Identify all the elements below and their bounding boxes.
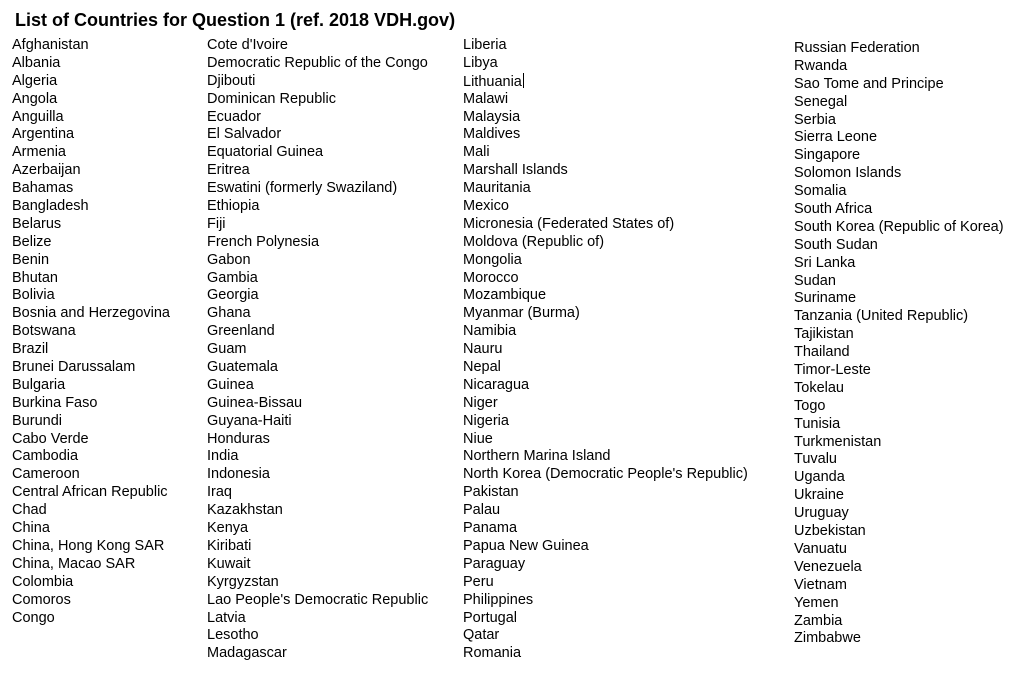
country-item[interactable]: Bolivia: [12, 287, 55, 304]
country-item[interactable]: Vietnam: [794, 576, 847, 593]
country-item[interactable]: Guyana-Haiti: [207, 412, 292, 429]
country-item[interactable]: Argentina: [12, 126, 75, 143]
country-item[interactable]: Uganda: [794, 469, 845, 486]
country-item[interactable]: Eswatini (formerly Swaziland): [207, 180, 398, 197]
country-item[interactable]: Uzbekistan: [794, 523, 866, 540]
country-item[interactable]: Palau: [463, 502, 501, 519]
country-item[interactable]: Togo: [794, 397, 826, 414]
country-item[interactable]: China: [12, 520, 50, 537]
country-item[interactable]: Rwanda: [794, 57, 848, 74]
country-item[interactable]: French Polynesia: [207, 233, 320, 250]
country-item[interactable]: Pakistan: [463, 484, 519, 501]
country-item[interactable]: Russian Federation: [794, 40, 920, 56]
country-item[interactable]: Lesotho: [207, 627, 259, 644]
country-item[interactable]: Gabon: [207, 251, 251, 268]
country-item[interactable]: Philippines: [463, 591, 534, 608]
country-item[interactable]: Somalia: [794, 183, 847, 200]
country-item[interactable]: Suriname: [794, 290, 857, 307]
country-item[interactable]: Serbia: [794, 111, 836, 128]
country-item[interactable]: Albania: [12, 54, 61, 71]
country-item[interactable]: Dominican Republic: [207, 90, 336, 107]
country-item[interactable]: El Salvador: [207, 126, 282, 143]
country-item[interactable]: Central African Republic: [12, 484, 168, 501]
country-item[interactable]: Nicaragua: [463, 376, 530, 393]
country-item[interactable]: Timor-Leste: [794, 362, 871, 379]
country-item[interactable]: Indonesia: [207, 466, 270, 483]
country-item[interactable]: Burkina Faso: [12, 394, 98, 411]
country-item[interactable]: Ghana: [207, 305, 251, 322]
country-item[interactable]: Kyrgyzstan: [207, 573, 279, 590]
country-item[interactable]: Bhutan: [12, 269, 58, 286]
country-item[interactable]: Angola: [12, 90, 58, 107]
country-item[interactable]: Northern Marina Island: [463, 448, 611, 465]
country-item[interactable]: Niger: [463, 394, 498, 411]
country-item[interactable]: Libya: [463, 54, 498, 71]
country-item[interactable]: Afghanistan: [12, 37, 89, 53]
country-item[interactable]: Maldives: [463, 126, 521, 143]
country-item[interactable]: Kazakhstan: [207, 502, 283, 519]
country-item[interactable]: Anguilla: [12, 108, 64, 125]
country-item[interactable]: Mozambique: [463, 287, 547, 304]
country-item[interactable]: Mali: [463, 144, 490, 161]
country-item[interactable]: Malaysia: [463, 108, 521, 125]
country-column-1: [12, 37, 170, 627]
country-item[interactable]: Kenya: [207, 520, 249, 537]
country-item[interactable]: Cambodia: [12, 448, 79, 465]
country-item[interactable]: Ethiopia: [207, 198, 260, 215]
country-item[interactable]: Senegal: [794, 93, 848, 110]
country-item[interactable]: South Sudan: [794, 236, 878, 253]
country-column-4: [794, 40, 1004, 648]
country-item[interactable]: Tuvalu: [794, 451, 837, 468]
country-item[interactable]: Belarus: [12, 215, 62, 232]
country-item[interactable]: Nauru: [463, 341, 503, 358]
country-item[interactable]: Malawi: [463, 90, 509, 107]
country-item[interactable]: Moldova (Republic of): [463, 233, 605, 250]
country-item[interactable]: Cabo Verde: [12, 430, 89, 447]
country-item[interactable]: Sao Tome and Principe: [794, 75, 944, 92]
country-item[interactable]: Bosnia and Herzegovina: [12, 305, 170, 322]
country-item[interactable]: Kiribati: [207, 537, 252, 554]
country-item[interactable]: India: [207, 448, 239, 465]
country-item[interactable]: Guatemala: [207, 359, 278, 376]
text-cursor: [523, 73, 524, 88]
country-item[interactable]: Cote d'Ivoire: [207, 37, 288, 53]
country-item[interactable]: Yemen: [794, 594, 839, 611]
country-item[interactable]: Singapore: [794, 147, 861, 164]
country-item[interactable]: Congo: [12, 609, 55, 626]
country-item[interactable]: Myanmar (Burma): [463, 305, 580, 322]
country-item[interactable]: Madagascar: [207, 645, 287, 662]
country-item[interactable]: Fiji: [207, 215, 226, 232]
country-item[interactable]: Vanuatu: [794, 540, 847, 557]
country-item[interactable]: Belize: [12, 233, 52, 250]
country-item[interactable]: Armenia: [12, 144, 66, 161]
country-item[interactable]: Paraguay: [463, 555, 526, 572]
country-item[interactable]: Micronesia (Federated States of): [463, 215, 675, 232]
country-item[interactable]: Chad: [12, 502, 47, 519]
country-item[interactable]: Honduras: [207, 430, 270, 447]
country-item[interactable]: Azerbaijan: [12, 162, 81, 179]
country-item[interactable]: Nepal: [463, 359, 501, 376]
country-item[interactable]: Gambia: [207, 269, 258, 286]
country-item[interactable]: Morocco: [463, 269, 519, 286]
country-item[interactable]: North Korea (Democratic People's Republic): [463, 466, 748, 483]
country-item[interactable]: Djibouti: [207, 72, 256, 89]
country-item[interactable]: Mexico: [463, 198, 509, 215]
country-item[interactable]: Lithuania: [463, 73, 522, 90]
country-item[interactable]: Bulgaria: [12, 376, 66, 393]
country-item[interactable]: Bahamas: [12, 180, 74, 197]
country-item[interactable]: Romania: [463, 645, 522, 662]
country-item[interactable]: Ecuador: [207, 108, 262, 125]
country-item[interactable]: Brunei Darussalam: [12, 359, 136, 376]
country-item[interactable]: South Africa: [794, 201, 873, 218]
country-item[interactable]: Eritrea: [207, 162, 250, 179]
country-item[interactable]: Guam: [207, 341, 247, 358]
country-item[interactable]: Guinea: [207, 376, 254, 393]
country-item[interactable]: Equatorial Guinea: [207, 144, 324, 161]
country-item[interactable]: Guinea-Bissau: [207, 394, 303, 411]
country-item[interactable]: Uruguay: [794, 505, 849, 522]
country-item[interactable]: Peru: [463, 573, 494, 590]
country-item[interactable]: Turkmenistan: [794, 433, 882, 450]
country-item[interactable]: Iraq: [207, 484, 232, 501]
country-item[interactable]: Sierra Leone: [794, 129, 878, 146]
country-item[interactable]: Sudan: [794, 272, 836, 289]
country-item[interactable]: Thailand: [794, 344, 850, 361]
country-column-2: [207, 37, 428, 663]
country-item[interactable]: Zambia: [794, 612, 843, 629]
country-item[interactable]: Nigeria: [463, 412, 509, 429]
country-column-3: [463, 37, 748, 663]
country-item[interactable]: Bangladesh: [12, 198, 89, 215]
country-item[interactable]: Tajikistan: [794, 326, 854, 343]
country-item[interactable]: South Korea (Republic of Korea): [794, 218, 1004, 235]
country-item[interactable]: Zimbabwe: [794, 630, 861, 647]
country-item[interactable]: Benin: [12, 251, 50, 268]
country-item[interactable]: Brazil: [12, 341, 49, 358]
country-item[interactable]: Papua New Guinea: [463, 537, 589, 554]
country-item[interactable]: Kuwait: [207, 555, 251, 572]
country-item[interactable]: Sri Lanka: [794, 254, 856, 271]
country-item[interactable]: Tunisia: [794, 415, 841, 432]
country-item[interactable]: Portugal: [463, 609, 518, 626]
country-item[interactable]: Burundi: [12, 412, 62, 429]
country-item[interactable]: Greenland: [207, 323, 275, 340]
country-item[interactable]: Lao People's Democratic Republic: [207, 591, 429, 608]
country-item[interactable]: Solomon Islands: [794, 165, 902, 182]
country-item[interactable]: China, Macao SAR: [12, 555, 136, 572]
country-item[interactable]: Botswana: [12, 323, 76, 340]
country-item[interactable]: Tanzania (United Republic): [794, 308, 969, 325]
country-item[interactable]: Marshall Islands: [463, 162, 568, 179]
country-item[interactable]: Georgia: [207, 287, 259, 304]
country-item[interactable]: Mongolia: [463, 251, 522, 268]
country-item[interactable]: China, Hong Kong SAR: [12, 537, 165, 554]
country-item[interactable]: Ukraine: [794, 487, 844, 504]
country-item[interactable]: Liberia: [463, 37, 507, 53]
country-item[interactable]: Panama: [463, 520, 518, 537]
country-item[interactable]: Tokelau: [794, 379, 844, 396]
country-item[interactable]: Venezuela: [794, 558, 862, 575]
country-item[interactable]: Colombia: [12, 573, 74, 590]
country-item[interactable]: Niue: [463, 430, 493, 447]
country-item[interactable]: Comoros: [12, 591, 71, 608]
country-item[interactable]: Latvia: [207, 609, 246, 626]
country-item[interactable]: Qatar: [463, 627, 500, 644]
country-item[interactable]: Democratic Republic of the Congo: [207, 54, 428, 71]
country-item[interactable]: Cameroon: [12, 466, 80, 483]
country-item[interactable]: Algeria: [12, 72, 58, 89]
country-item[interactable]: Namibia: [463, 323, 517, 340]
country-item[interactable]: Mauritania: [463, 180, 531, 197]
page-title: List of Countries for Question 1 (ref. 2018 VDH.gov): [15, 10, 456, 30]
